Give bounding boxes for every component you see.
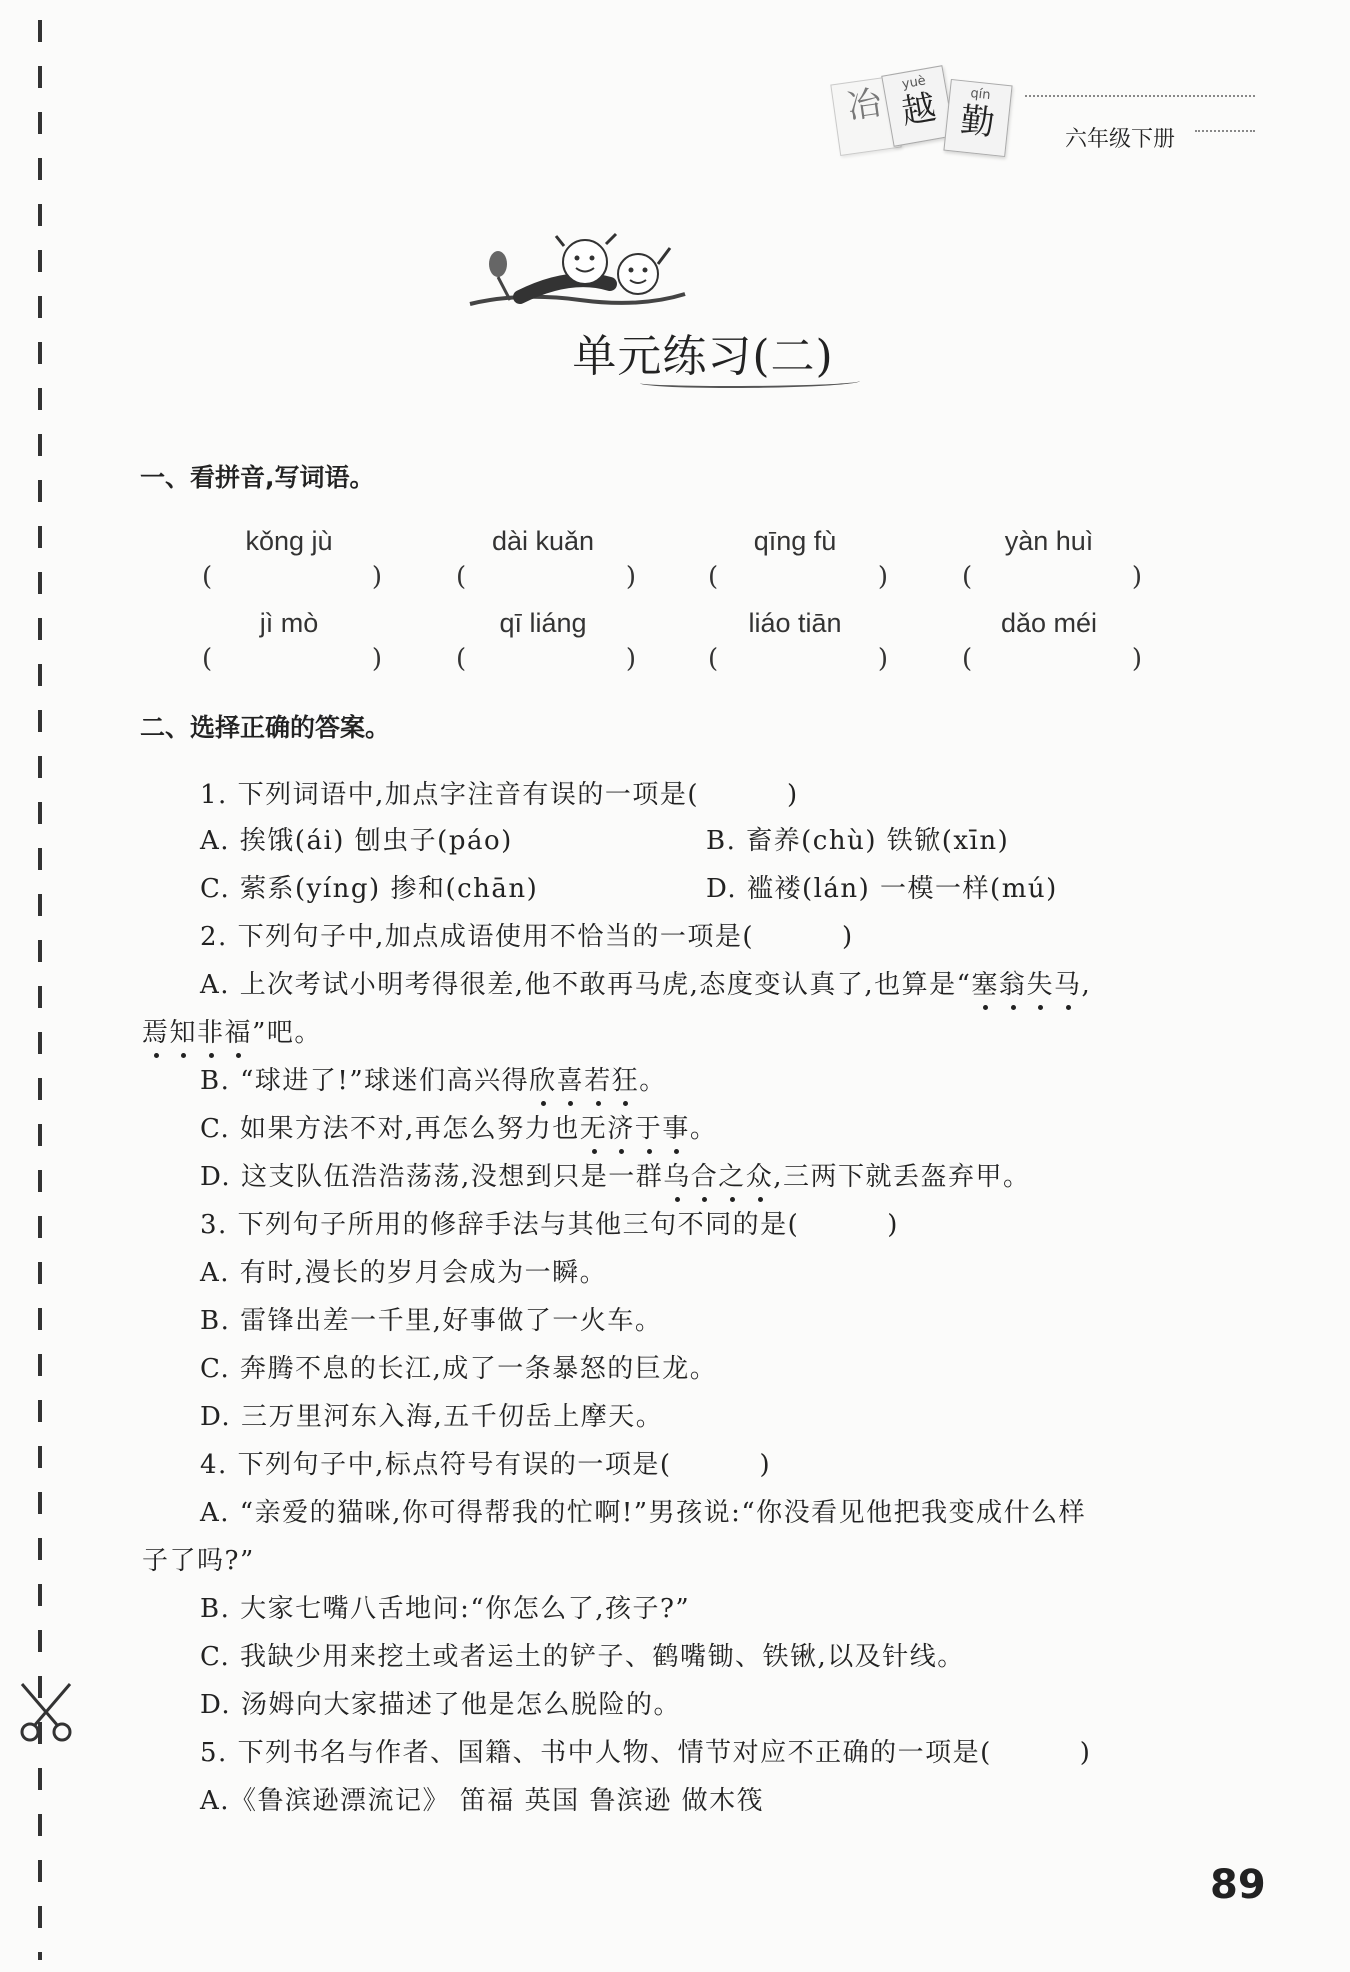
- option-a[interactable]: A. “亲爱的猫咪,你可得帮我的忙啊!”男孩说:“你没看见他把我变成什么样: [200, 1498, 1087, 1528]
- dotted-idiom: [663, 1162, 773, 1192]
- paren-close: ): [1131, 644, 1142, 674]
- title-underline: [640, 376, 860, 388]
- option-b[interactable]: B. 大家七嘴八舌地问:“你怎么了,孩子?”: [200, 1594, 691, 1624]
- emphasis-char: 狂: [611, 1066, 640, 1096]
- question-1-stem: [200, 774, 799, 811]
- page-header: [835, 70, 1255, 190]
- tile-char: 冶: [844, 82, 885, 128]
- tile-char: 勤: [958, 100, 997, 144]
- answer-box[interactable]: [456, 562, 636, 592]
- dotted-idiom: [971, 970, 1081, 1000]
- emphasis-char: 众: [745, 1162, 774, 1192]
- stem-close: ): [1079, 1738, 1092, 1768]
- stem-text: 5. 下列书名与作者、国籍、书中人物、情节对应不正确的一项是(: [200, 1738, 992, 1768]
- emphasis-char: 无: [579, 1114, 608, 1144]
- option-d[interactable]: D. 汤姆向大家描述了他是怎么脱险的。: [200, 1690, 681, 1720]
- header-rule: [1025, 95, 1255, 97]
- emphasis-char: 喜: [556, 1066, 585, 1096]
- option-a[interactable]: A. 有时,漫长的岁月会成为一瞬。: [200, 1258, 608, 1288]
- pinyin-prompt: qīng fù: [753, 526, 837, 556]
- option-text: C. 如果方法不对,再怎么努力也: [200, 1114, 580, 1144]
- option-c[interactable]: [200, 1108, 717, 1145]
- option-c[interactable]: C. 萦系(yíng) 掺和(chān): [200, 874, 539, 904]
- option-a[interactable]: A. 挨饿(ái) 刨虫子(páo): [200, 826, 513, 856]
- answer-box[interactable]: [962, 562, 1142, 592]
- stem-close: ): [786, 780, 799, 810]
- pinyin-prompt: jì mò: [259, 608, 319, 638]
- pinyin-prompt: liáo tiān: [748, 608, 842, 638]
- paren-close: ): [1131, 562, 1142, 592]
- stem-close: ): [759, 1450, 772, 1480]
- emphasis-char: 之: [718, 1162, 746, 1192]
- paren-close: ): [625, 562, 636, 592]
- paren-close: ): [625, 644, 636, 674]
- emphasis-char: 知: [169, 1018, 198, 1048]
- paren-open: (: [708, 562, 719, 592]
- paren-open: (: [456, 644, 467, 674]
- emphasis-char: 失: [1026, 970, 1054, 1000]
- paren-close: ): [371, 562, 382, 592]
- page-title: 单元练习(二): [572, 331, 834, 382]
- pinyin-prompt: yàn huì: [1004, 526, 1094, 556]
- header-rule: [1195, 130, 1255, 132]
- option-c[interactable]: C. 奔腾不息的长江,成了一条暴怒的巨龙。: [200, 1354, 718, 1384]
- pinyin-prompt: dài kuǎn: [491, 526, 595, 556]
- stem-text: 4. 下列句子中,标点符号有误的一项是(: [200, 1450, 672, 1480]
- tile-char: 越: [898, 87, 939, 133]
- emphasis-char: 事: [662, 1114, 690, 1144]
- stem-text: 2. 下列句子中,加点成语使用不恰当的一项是(: [200, 922, 754, 952]
- paren-open: (: [202, 562, 213, 592]
- option-text: ,三两下就丢盔弃甲。: [773, 1162, 1031, 1192]
- paren-open: (: [202, 644, 213, 674]
- option-b[interactable]: B. 畜养(chù) 铁锨(xīn): [706, 826, 1010, 856]
- option-a-continued[interactable]: 子了吗?”: [142, 1546, 255, 1576]
- question-3-stem: [200, 1204, 899, 1241]
- paren-close: ): [877, 562, 888, 592]
- emphasis-char: 欣: [529, 1066, 557, 1096]
- emphasis-char: 乌: [663, 1162, 691, 1192]
- emphasis-char: 非: [197, 1018, 225, 1048]
- paren-close: ): [877, 644, 888, 674]
- option-text: ”吧。: [252, 1018, 322, 1048]
- option-text: A. 上次考试小明考得很差,他不敢再马虎,态度变认真了,也算是“: [200, 970, 972, 1000]
- answer-box[interactable]: [962, 644, 1142, 674]
- question-2-stem: [200, 916, 854, 953]
- option-text: 。: [639, 1066, 667, 1096]
- dotted-idiom: [142, 1018, 252, 1048]
- option-text: B. “球进了!”球迷们高兴得: [200, 1066, 530, 1096]
- question-4-stem: [200, 1444, 771, 1481]
- question-5-stem: [200, 1732, 1091, 1769]
- answer-box[interactable]: [708, 644, 888, 674]
- emphasis-char: 马: [1053, 970, 1082, 1000]
- option-d[interactable]: D. 褴褛(lán) 一模一样(mú): [706, 874, 1058, 904]
- emphasis-char: 于: [634, 1114, 663, 1144]
- paren-close: ): [371, 644, 382, 674]
- option-a[interactable]: [200, 964, 1091, 1001]
- section1-heading: 一、看拼音,写词语。: [140, 463, 375, 492]
- option-text: D. 这支队伍浩浩荡荡,没想到只是一群: [200, 1162, 664, 1192]
- page-number: 89: [1210, 1862, 1266, 1908]
- dotted-idiom: [580, 1114, 690, 1144]
- paren-open: (: [456, 562, 467, 592]
- pinyin-prompt: kǒng jù: [245, 526, 333, 556]
- option-a[interactable]: A.《鲁滨逊漂流记》 笛福 英国 鲁滨逊 做木筏: [200, 1786, 765, 1816]
- children-illustration: [460, 222, 690, 322]
- grade-label: 六年级下册: [1065, 127, 1176, 152]
- paren-open: (: [962, 562, 973, 592]
- answer-box[interactable]: [202, 562, 382, 592]
- option-d[interactable]: [200, 1156, 1031, 1193]
- paren-open: (: [962, 644, 973, 674]
- stem-close: ): [887, 1210, 899, 1240]
- header-tile: [881, 65, 955, 147]
- option-c[interactable]: C. 我缺少用来挖土或者运土的铲子、鹤嘴锄、铁锹,以及针线。: [200, 1642, 965, 1672]
- stem-close: ): [841, 922, 854, 952]
- tile-pinyin: yuè: [900, 73, 928, 93]
- emphasis-char: 若: [584, 1066, 612, 1096]
- option-d[interactable]: D. 三万里河东入海,五千仞岳上摩天。: [200, 1402, 664, 1432]
- stem-text: 1. 下列词语中,加点字注音有误的一项是(: [200, 780, 699, 810]
- answer-box[interactable]: [456, 644, 636, 674]
- dotted-idiom: [529, 1066, 639, 1096]
- cut-line: [38, 20, 42, 1960]
- pinyin-prompt: dǎo méi: [1000, 608, 1098, 638]
- emphasis-char: 翁: [998, 970, 1027, 1000]
- option-text: ,: [1081, 970, 1092, 1000]
- emphasis-char: 济: [607, 1114, 635, 1144]
- scissors-icon: [18, 1682, 74, 1742]
- answer-box[interactable]: [202, 644, 382, 674]
- pinyin-prompt: qī liáng: [499, 608, 587, 638]
- emphasis-char: 合: [690, 1162, 719, 1192]
- paren-open: (: [708, 644, 719, 674]
- option-a-continued[interactable]: [142, 1012, 322, 1049]
- tile-pinyin: qín: [969, 86, 992, 104]
- emphasis-char: 福: [224, 1018, 253, 1048]
- option-text: 。: [689, 1114, 718, 1144]
- header-tile: [943, 79, 1012, 157]
- emphasis-char: 塞: [971, 970, 999, 1000]
- emphasis-char: 焉: [142, 1018, 170, 1048]
- section2-heading: 二、选择正确的答案。: [140, 713, 391, 742]
- stem-text: 3. 下列句子所用的修辞手法与其他三句不同的是(: [200, 1210, 800, 1240]
- answer-box[interactable]: [708, 562, 888, 592]
- option-b[interactable]: B. 雷锋出差一千里,好事做了一火车。: [200, 1306, 663, 1336]
- option-b[interactable]: [200, 1060, 667, 1097]
